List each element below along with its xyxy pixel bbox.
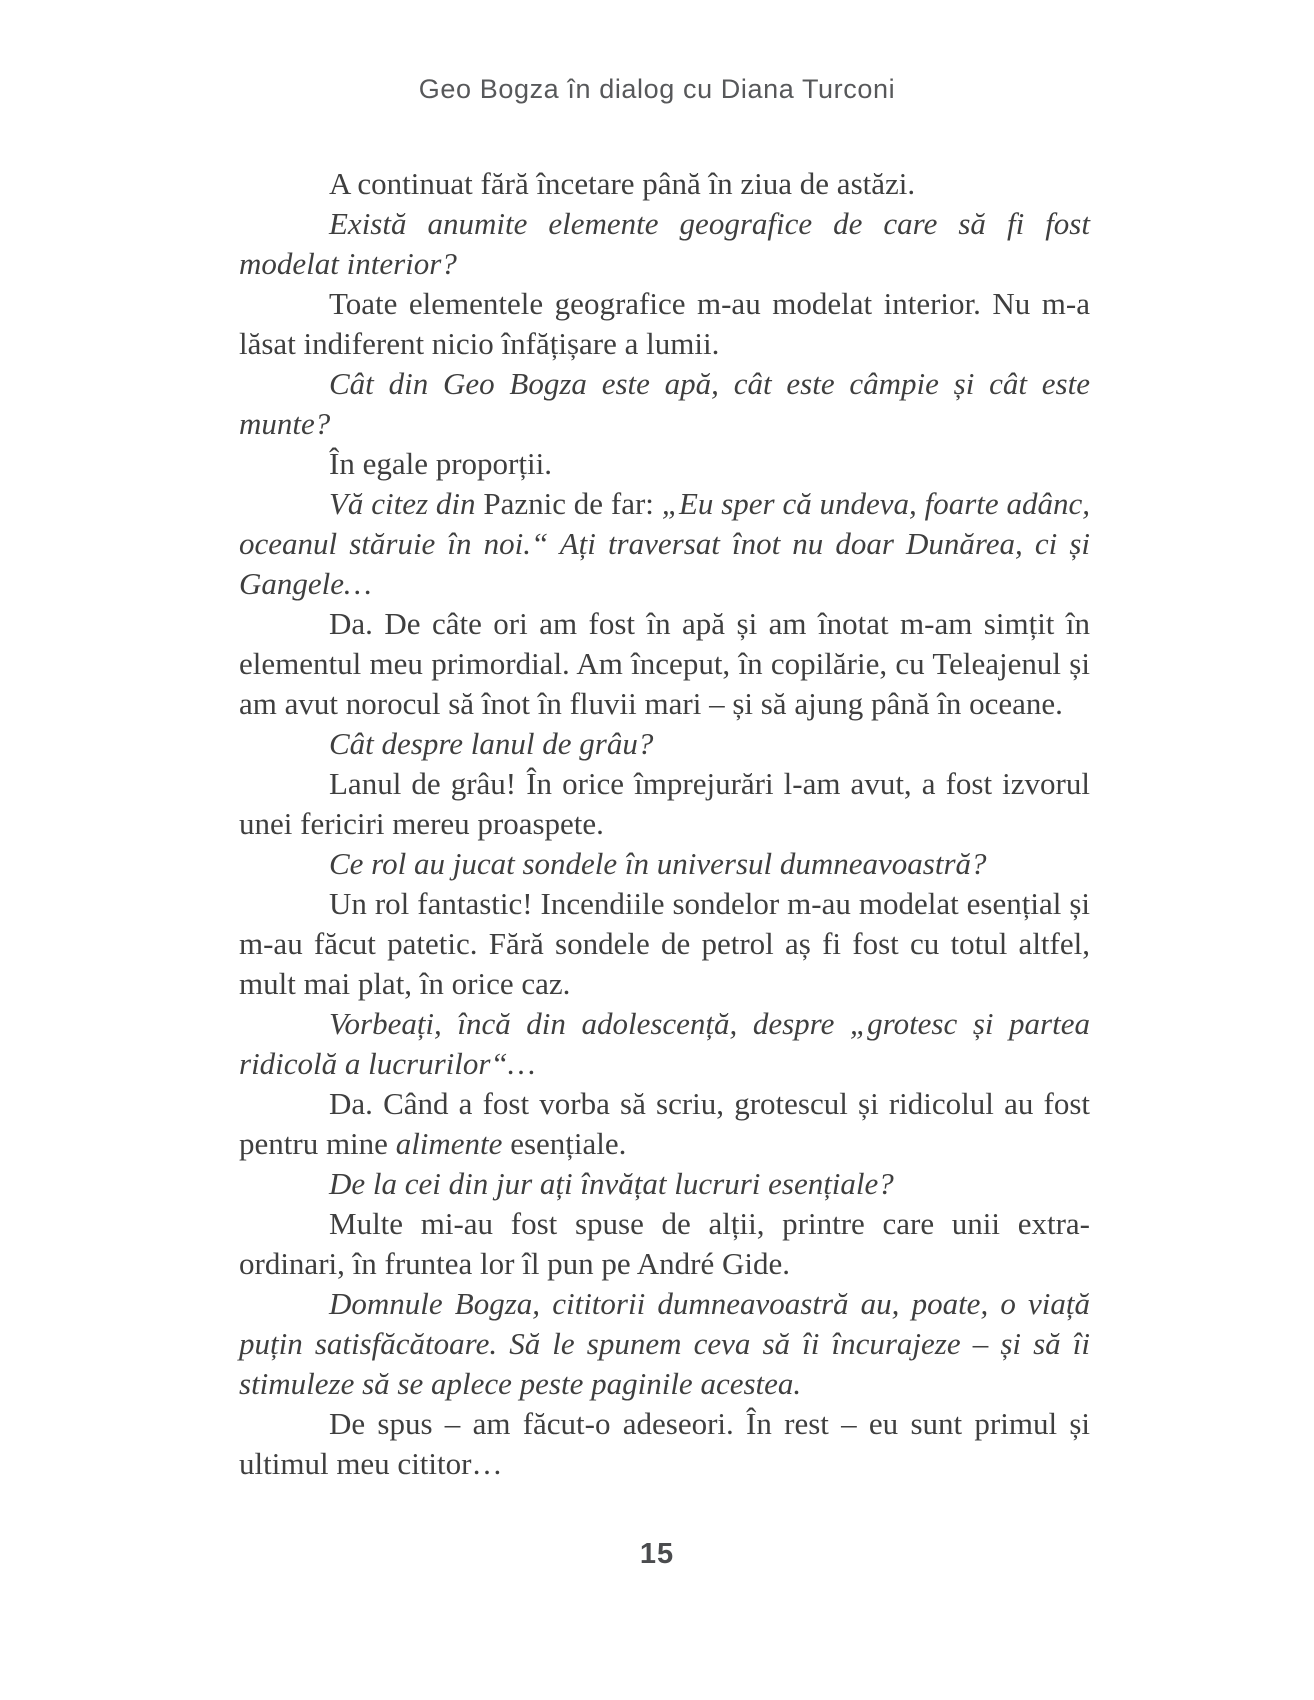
paragraph-question (239, 364, 1090, 444)
paragraph-answer (239, 1204, 1090, 1284)
text-segment-italic: alimente (395, 1126, 503, 1161)
paragraph-question (239, 1004, 1090, 1084)
running-header: Geo Bogza în dialog cu Diana Turconi (418, 74, 896, 104)
text-segment-italic: Domnule Bogza, cititorii dumneavoastră au, poate, o viață puțin satisfăcătoare. Să le spunem ceva să îi încurajeze – și să îi stimuleze să se aplece peste paginile acestea. (239, 1286, 1090, 1401)
paragraph-answer (239, 604, 1090, 724)
text-segment-roman: De spus – am făcut-o adeseori. În rest – eu sunt primul și ultimul meu cititor… (239, 1406, 1090, 1481)
text-segment-italic: Cât despre lanul de grâu? (329, 726, 654, 761)
paragraph-question (239, 204, 1090, 284)
text-segment-roman: Da. Când a fost vorba să scriu, grotescul și ridicolul au fost pentru mine (239, 1086, 1090, 1161)
text-segment-italic: „Eu sper că undeva, foarte adânc, oceanul stăruie în noi.“ Ați traversat înot nu doar Dunărea, ci și Gangele… (239, 486, 1091, 601)
text-segment-italic: Ce rol au jucat sondele în universul dumneavoastră? (329, 846, 987, 881)
text-segment-italic: De la cei din jur ați învățat lucruri esențiale? (329, 1166, 894, 1201)
text-segment-roman: Multe mi-au fost spuse de alții, printre care unii extraordinari, în fruntea lor îl pun pe André Gide. (239, 1206, 1090, 1281)
text-segment-roman: Paznic de far: (483, 486, 662, 521)
paragraph-question (239, 484, 1090, 604)
paragraph-question (239, 844, 1090, 884)
text-segment-roman: esențiale. (502, 1126, 627, 1161)
page-number: 15 (639, 1538, 675, 1570)
paragraph-answer (239, 164, 1090, 204)
text-segment-roman: Un rol fantastic! Incendiile sondelor m-au modelat esențial și m-au făcut patetic. Fără sondele de petrol aș fi fost cu totul altfel, mult mai plat, în orice caz. (239, 886, 1090, 1001)
text-segment-roman: În egale proporții. (329, 446, 552, 481)
text-segment-roman: Toate elementele geografice m-au modelat interior. Nu m-a lăsat indiferent nicio înfățișare a lumii. (239, 286, 1090, 361)
text-segment-roman: Lanul de grâu! În orice împrejurări l-am avut, a fost izvorul unei fericiri mereu proaspete. (239, 766, 1090, 841)
text-segment-roman: Da. De câte ori am fost în apă și am înotat m-am simțit în elementul meu primordial. Am început, în copilărie, cu Teleajenul și am avut norocul să înot în fluvii mari – și să ajung până în oceane. (239, 606, 1090, 721)
paragraph-question (239, 724, 1090, 764)
text-segment-roman: A continuat fără încetare până în ziua de astăzi. (329, 166, 916, 201)
paragraph-answer (239, 884, 1090, 1004)
text-segment-italic: Cât din Geo Bogza este apă, cât este câmpie și cât este munte? (239, 366, 1090, 441)
body-text (239, 164, 1090, 1484)
paragraph-answer (239, 1404, 1090, 1484)
paragraph-question (239, 1284, 1090, 1404)
paragraph-question (239, 1164, 1090, 1204)
text-segment-italic: Vorbeați, încă din adolescență, despre „grotesc și partea ridicolă a lucrurilor“… (239, 1006, 1090, 1081)
paragraph-answer (239, 1084, 1090, 1164)
text-segment-italic: Există anumite elemente geografice de care să fi fost modelat interior? (239, 206, 1090, 281)
text-segment-italic: Vă citez din (329, 486, 484, 521)
paragraph-answer (239, 764, 1090, 844)
paragraph-answer (239, 284, 1090, 364)
paragraph-answer (239, 444, 1090, 484)
